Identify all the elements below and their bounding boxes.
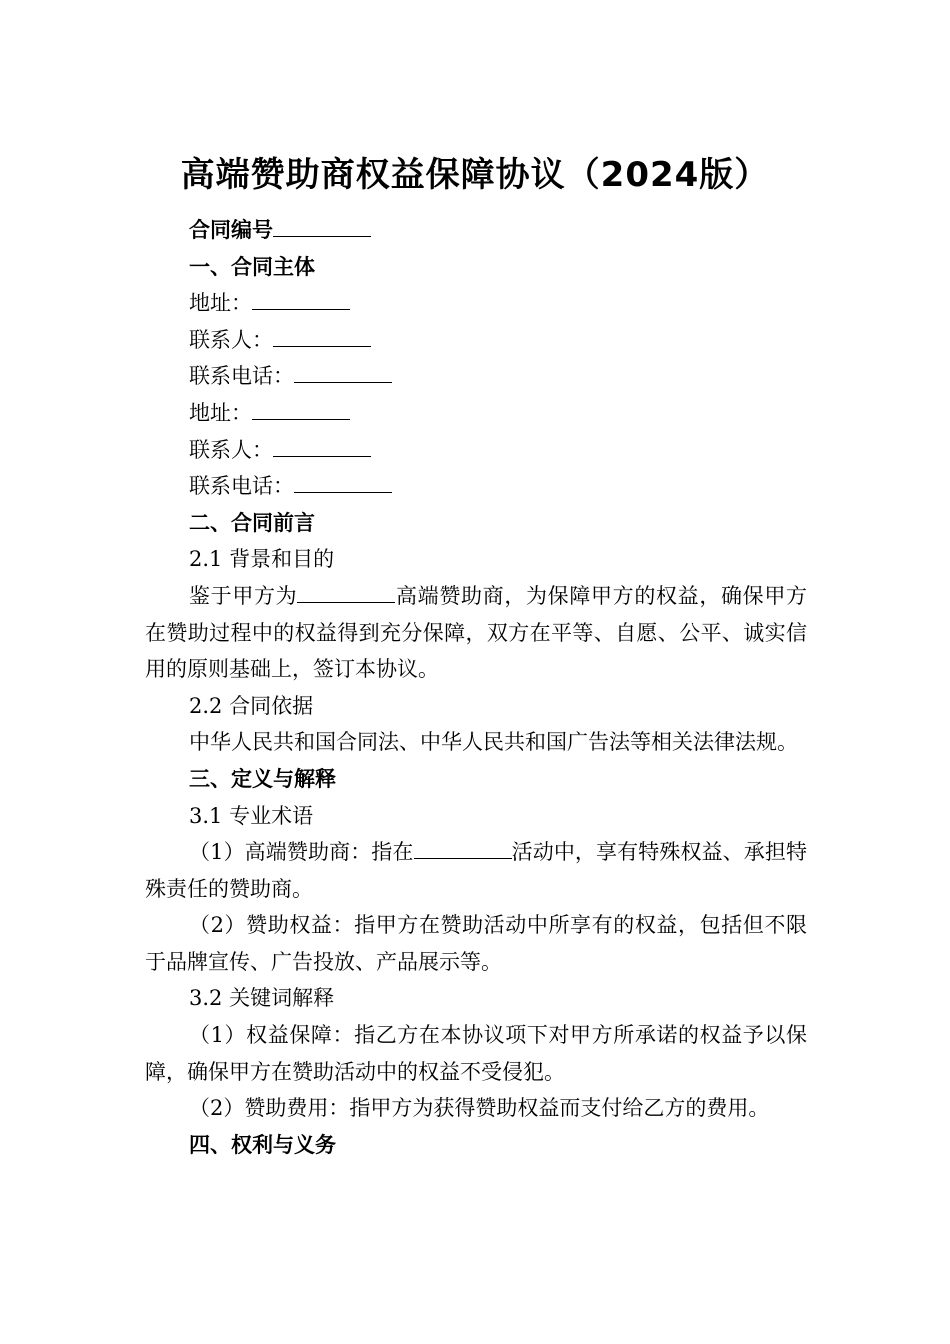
section-heading-rights-obligations: 四、权利与义务 xyxy=(189,1132,336,1157)
party-a-contact-line xyxy=(145,322,807,359)
party-a-phone-label: 联系电话： xyxy=(189,364,294,389)
party-b-phone-blank xyxy=(294,472,392,493)
party-a-phone-line xyxy=(145,358,807,395)
contract-number-label: 合同编号 xyxy=(189,218,273,242)
subheading-background: 2.1 背景和目的 xyxy=(189,547,335,572)
party-b-address-blank xyxy=(252,399,350,420)
section-heading-preface: 二、合同前言 xyxy=(189,510,315,535)
paragraph-basis: 中华人民共和国合同法、中华人民共和国广告法等相关法律法规。 xyxy=(189,730,798,755)
term-premium-sponsor-start: （1）高端赞助商：指在 xyxy=(189,840,414,865)
document-title: 高端赞助商权益保障协议（2024版） xyxy=(180,155,770,195)
background-text-start: 鉴于甲方为 xyxy=(189,583,298,608)
party-b-address-label: 地址： xyxy=(189,400,252,425)
party-a-address-line xyxy=(145,285,807,322)
term-premium-sponsor xyxy=(145,834,807,907)
subheading-basis: 2.2 合同依据 xyxy=(189,693,314,718)
party-a-contact-blank xyxy=(273,326,371,347)
party-b-phone-label: 联系电话： xyxy=(189,474,294,499)
party-a-address-blank xyxy=(252,289,350,310)
event-name-blank xyxy=(414,838,512,859)
party-b-phone-line xyxy=(145,468,807,505)
party-a-phone-blank xyxy=(294,362,392,383)
party-b-contact-label: 联系人： xyxy=(189,437,273,462)
sponsor-level-blank xyxy=(297,582,395,603)
party-b-address-line xyxy=(145,395,807,432)
term-sponsorship-rights: （2）赞助权益：指甲方在赞助活动中所享有的权益，包括但不限于品牌宣传、广告投放、产品展示等。 xyxy=(145,913,807,974)
subheading-keywords: 3.2 关键词解释 xyxy=(189,986,335,1011)
contract-number-blank xyxy=(273,216,371,237)
party-a-address-label: 地址： xyxy=(189,291,252,316)
section-heading-definitions: 三、定义与解释 xyxy=(189,766,336,791)
party-b-contact-blank xyxy=(273,436,371,457)
party-a-contact-label: 联系人： xyxy=(189,327,273,352)
document-body xyxy=(145,212,807,1163)
section-heading-parties: 一、合同主体 xyxy=(189,254,315,279)
subheading-terms: 3.1 专业术语 xyxy=(189,803,314,828)
background-text-rest: 高端赞助商，为保障甲方的权益，确保甲方在赞助过程中的权益得到充分保障，双方在平等、自愿、公平、诚实信用的原则基础上，签订本协议。 xyxy=(145,583,808,682)
party-b-contact-line xyxy=(145,432,807,469)
term-premium-sponsor-rest: 活动中，享有特殊权益、承担特殊责任的赞助商。 xyxy=(145,840,807,901)
paragraph-background xyxy=(145,578,807,688)
contract-number-line xyxy=(145,212,807,249)
keyword-rights-protection: （1）权益保障：指乙方在本协议项下对甲方所承诺的权益予以保障，确保甲方在赞助活动中的权益不受侵犯。 xyxy=(145,1023,807,1084)
keyword-sponsorship-fee: （2）赞助费用：指甲方为获得赞助权益而支付给乙方的费用。 xyxy=(189,1096,770,1121)
